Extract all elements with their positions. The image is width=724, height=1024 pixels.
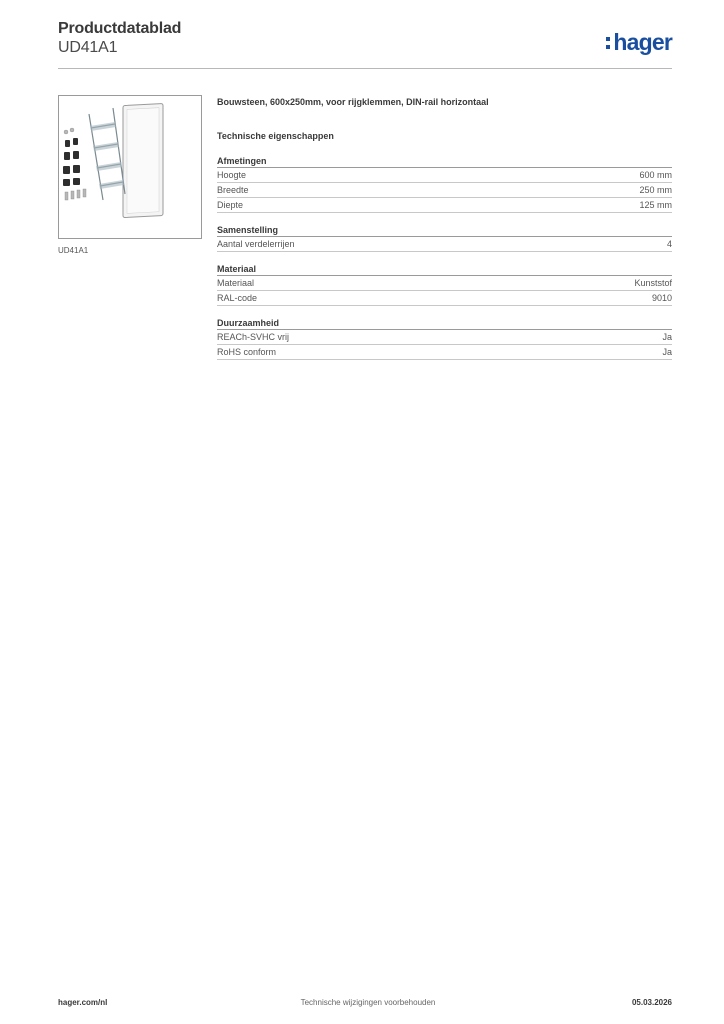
spec-label: Diepte <box>217 200 244 210</box>
page-footer <box>58 996 672 1010</box>
spec-label: RoHS conform <box>217 347 277 357</box>
product-code: UD41A1 <box>58 39 118 56</box>
spec-value: Ja <box>662 332 672 342</box>
spec-group-title: Afmetingen <box>217 154 672 168</box>
spec-value: 250 mm <box>639 185 672 195</box>
spec-content <box>217 96 672 360</box>
disclaimer-text: Technische wijzigingen voorbehouden <box>300 998 436 1007</box>
spec-heading: Technische eigenschappen <box>217 131 334 141</box>
logo-dots-icon <box>606 37 610 49</box>
product-illustration-icon <box>59 96 201 238</box>
spec-row <box>217 198 672 213</box>
spec-group-afmetingen <box>217 154 672 213</box>
spec-row <box>217 276 672 291</box>
spec-value: 125 mm <box>639 200 672 210</box>
page-header <box>58 20 672 68</box>
spec-group-title: Materiaal <box>217 262 672 276</box>
spec-group-title: Samenstelling <box>217 223 672 237</box>
logo-text: hager <box>613 28 672 55</box>
product-description: Bouwsteen, 600x250mm, voor rijgklemmen, DIN-rail horizontaal <box>217 97 489 107</box>
spec-value: Ja <box>662 347 672 357</box>
spec-group-duurzaamheid <box>217 316 672 360</box>
spec-row <box>217 330 672 345</box>
spec-row <box>217 237 672 252</box>
spec-group-title: Duurzaamheid <box>217 316 672 330</box>
spec-label: Hoogte <box>217 170 247 180</box>
spec-row <box>217 183 672 198</box>
spec-value: 9010 <box>651 293 672 303</box>
spec-value: 600 mm <box>639 170 672 180</box>
spec-group-materiaal <box>217 262 672 306</box>
spec-row <box>217 291 672 306</box>
spec-label: REACh-SVHC vrij <box>217 332 290 342</box>
spec-value: Kunststof <box>634 278 672 288</box>
spec-label: Breedte <box>217 185 249 195</box>
spec-label: Materiaal <box>217 278 255 288</box>
spec-group-samenstelling <box>217 223 672 252</box>
spec-label: Aantal verdelerrijen <box>217 239 295 249</box>
image-caption: UD41A1 <box>58 246 89 255</box>
spec-value: 4 <box>666 239 672 249</box>
hager-logo <box>606 28 672 56</box>
spec-row <box>217 168 672 183</box>
product-image <box>58 95 202 239</box>
document-title: Productdatablad <box>58 20 182 37</box>
header-divider <box>58 68 672 69</box>
website-link[interactable]: hager.com/nl <box>58 998 108 1007</box>
spec-row <box>217 345 672 360</box>
document-date: 05.03.2026 <box>631 998 672 1007</box>
spec-label: RAL-code <box>217 293 258 303</box>
